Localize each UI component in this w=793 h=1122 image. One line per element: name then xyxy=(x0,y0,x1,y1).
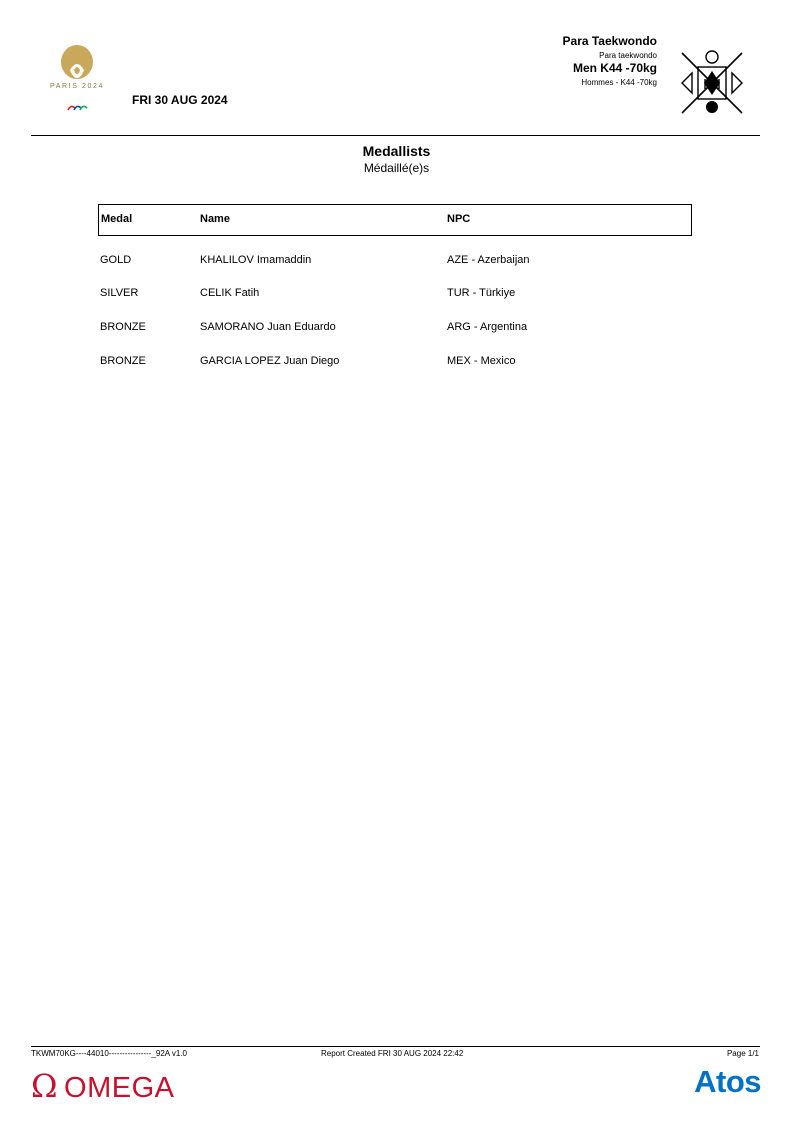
column-header-npc: NPC xyxy=(447,213,471,225)
medal-cell: SILVER xyxy=(100,287,139,299)
npc-cell: MEX - Mexico xyxy=(447,355,516,367)
table-row xyxy=(0,321,793,339)
athlete-name-cell: GARCIA LOPEZ Juan Diego xyxy=(200,355,340,367)
sport-name: Para Taekwondo xyxy=(562,34,657,48)
omega-wordmark: OMEGA xyxy=(64,1072,175,1104)
npc-cell: AZE - Azerbaijan xyxy=(447,254,530,266)
omega-symbol-icon: Ω xyxy=(31,1067,59,1105)
atos-logo: Atos xyxy=(694,1064,761,1099)
npc-cell: TUR - Türkiye xyxy=(447,287,516,299)
page-title: Medallists xyxy=(362,143,431,159)
medal-cell: BRONZE xyxy=(100,321,146,333)
page-subtitle: Médaillé(e)s xyxy=(363,161,430,175)
logo-wordmark: PARIS 2024 xyxy=(49,83,104,90)
header-divider xyxy=(31,135,760,136)
medal-cell: BRONZE xyxy=(100,355,146,367)
medal-cell: GOLD xyxy=(100,254,132,266)
table-row xyxy=(0,355,793,373)
table-row xyxy=(0,287,793,305)
para-taekwondo-pictogram-icon xyxy=(678,49,746,117)
npc-cell: ARG - Argentina xyxy=(447,321,528,333)
table-header xyxy=(98,204,692,236)
sport-name-fr: Para taekwondo xyxy=(599,50,657,60)
report-code: TKWM70KG----44010----------------_92A v1.0 xyxy=(31,1049,188,1058)
agitos-icon xyxy=(68,106,87,110)
event-name-fr: Hommes - K44 -70kg xyxy=(581,77,657,87)
column-header-name: Name xyxy=(200,213,230,225)
table-row xyxy=(0,254,793,272)
athlete-name-cell: SAMORANO Juan Eduardo xyxy=(200,321,336,333)
report-created: Report Created FRI 30 AUG 2024 22:42 xyxy=(321,1049,464,1058)
page-number: Page 1/1 xyxy=(726,1049,759,1058)
event-name: Men K44 -70kg xyxy=(572,60,657,75)
report-date: FRI 30 AUG 2024 xyxy=(132,93,228,107)
paris-2024-paralympic-logo xyxy=(44,40,116,116)
omega-logo xyxy=(31,1067,175,1105)
athlete-name-cell: CELIK Fatih xyxy=(200,287,260,299)
footer-divider xyxy=(31,1046,760,1047)
event-header xyxy=(563,35,657,87)
column-header-medal: Medal xyxy=(101,213,133,225)
flame-logo-icon xyxy=(44,40,116,116)
athlete-name-cell: KHALILOV Imamaddin xyxy=(200,254,312,266)
